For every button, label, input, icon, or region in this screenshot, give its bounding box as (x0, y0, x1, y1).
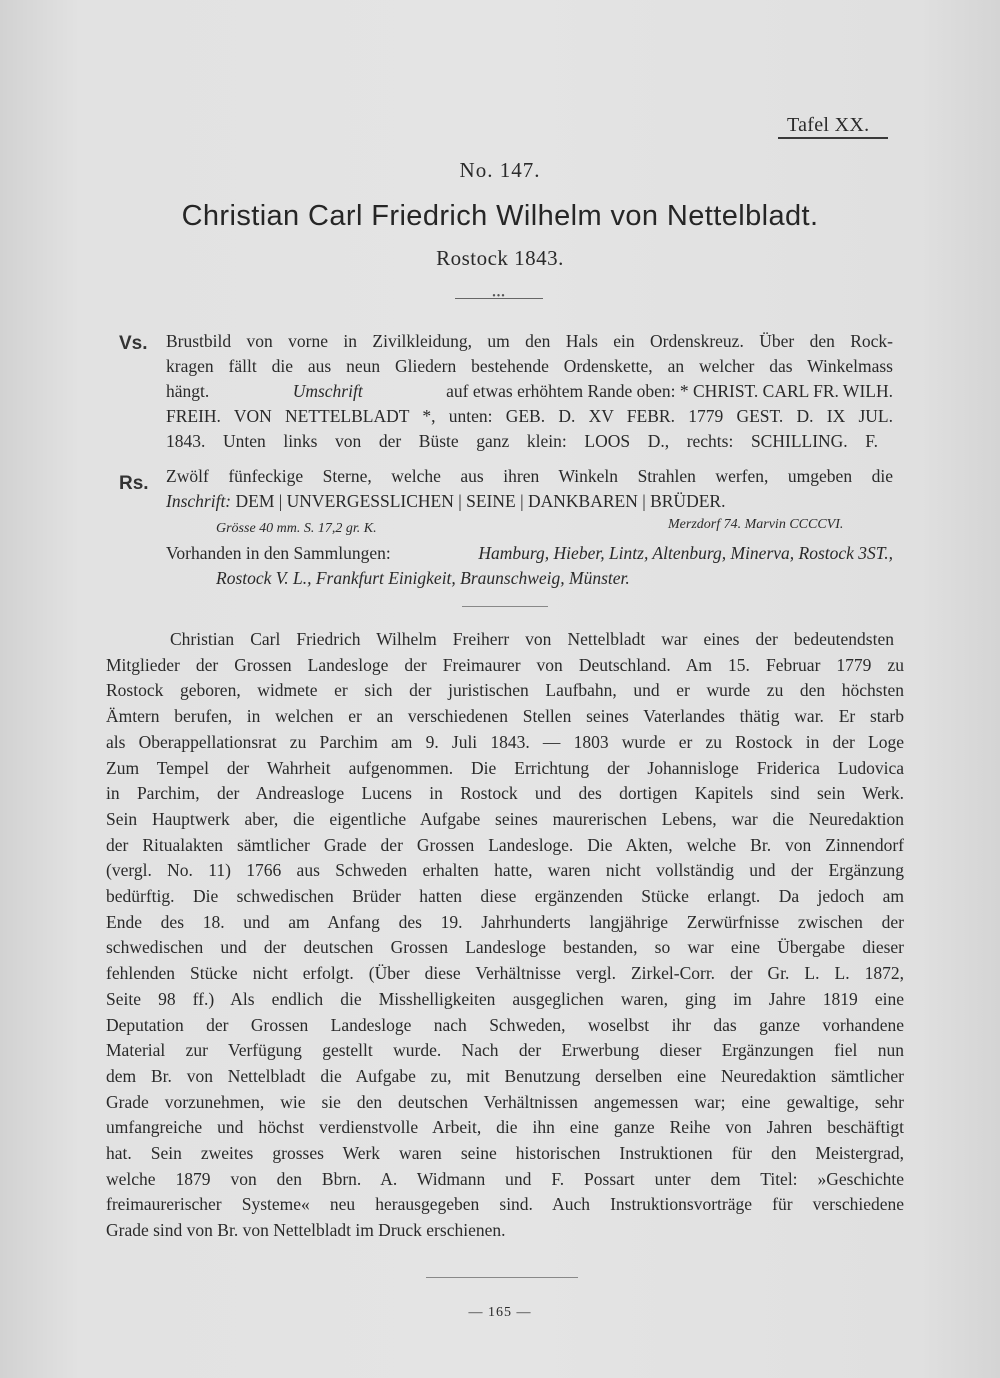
body-line: Ende des 18. und am Anfang des 19. Jahrhunderts langjährige Zerwürfnisse zwischen der (106, 911, 904, 932)
obverse-text: auf etwas erhöhtem Rande oben: * CHRIST. CARL FR. WILH. (446, 381, 893, 401)
body-line: (vergl. No. 11) 1766 aus Schweden erhalten hatte, waren nicht vollständig und der Ergänzung (106, 860, 904, 881)
reverse-text: DEM | UNVERGESSLICHEN | SEINE | DANKBAREN | BRÜDER. (235, 491, 726, 511)
body-line: bedürftig. Die schwedischen Brüder hatten diese ergänzenden Stücke erlangt. Da jedoch am (106, 886, 904, 906)
literature-refs: Merzdorf 74. Marvin CCCCVI. (668, 517, 844, 532)
collections-line (166, 541, 893, 565)
plate-underline (778, 137, 888, 139)
body-line: der Ritualakten sämtlicher Grade der Grossen Landesloge. Die Akten, welche Br. von Zinnendorf (106, 834, 904, 855)
reverse-label: Rs. (119, 473, 149, 494)
body-line: dem Br. von Nettelbladt die Aufgabe zu, mit Benutzung derselben eine Neuredaktion sämtlicher (106, 1065, 904, 1086)
reverse-line (166, 489, 725, 513)
coin-size-weight: Grösse 40 mm. S. 17,2 gr. K. (216, 521, 377, 536)
page-title: Christian Carl Friedrich Wilhelm von Nettelbladt. (181, 200, 819, 232)
obverse-line: kragen fällt die aus neun Gliedern bestehende Ordenskette, an welcher das Winkelmass (166, 356, 893, 376)
section-divider (462, 606, 548, 607)
body-line: Grade sind von Br. von Nettelbladt im Druck erschienen. (106, 1220, 506, 1241)
obverse-label: Vs. (119, 333, 148, 354)
body-line: Rostock geboren, widmete er sich der juristischen Laufbahn, und er wurde zu den höchsten (106, 680, 904, 701)
collections-label: Vorhanden in den Sammlungen: (166, 543, 391, 563)
obverse-line: Brustbild von vorne in Zivilkleidung, um den Hals ein Ordenskreuz. Über den Rock- (166, 331, 893, 351)
obverse-line: 1843. Unten links von der Büste ganz klein: LOOS D., rechts: SCHILLING. F. (166, 431, 878, 451)
obverse-line: FREIH. VON NETTELBLADT *, unten: GEB. D. XV FEBR. 1779 GEST. D. IX JUL. (166, 406, 893, 426)
body-line: Zum Tempel der Wahrheit aufgenommen. Die Errichtung der Johannisloge Friderica Ludovica (106, 757, 904, 778)
body-line: Christian Carl Friedrich Wilhelm Freiherr von Nettelbladt war eines der bedeutendsten (170, 629, 894, 649)
ornament-dots: ••• (492, 291, 506, 302)
obverse-line (166, 379, 893, 403)
body-line: Ämtern berufen, in welchen er an verschiedenen Stellen seines Vaterlandes thätig war. Er starb (106, 706, 904, 727)
collections-list: Rostock V. L., Frankfurt Einigkeit, Braunschweig, Münster. (216, 568, 630, 588)
body-line: schwedischen und der deutschen Grossen Landesloge bestanden, so war eine Übergabe dieser (106, 937, 904, 958)
plate-label: Tafel XX. (787, 114, 870, 136)
body-line: umfangreiche und höchst verdienstvolle Arbeit, die ihn eine ganze Reihe von Jahren beschäftigt (106, 1117, 904, 1138)
body-line: fehlenden Stücke nicht erfolgt. (Über diese Verhältnisse vergl. Zirkel-Corr. der Gr. L. L. 1872, (106, 963, 904, 984)
reverse-line: Zwölf fünfeckige Sterne, welche aus ihren Winkeln Strahlen werfen, umgeben die (166, 466, 893, 486)
place-date: Rostock 1843. (436, 246, 564, 270)
catalog-number: No. 147. (459, 158, 541, 182)
bottom-divider (426, 1277, 578, 1278)
obverse-term-umschrift: Umschrift (292, 381, 363, 401)
reverse-term-inschrift: Inschrift: (166, 491, 232, 511)
body-line: Seite 98 ff.) Als endlich die Misshelligkeiten ausgeglichen waren, ging im Jahre 1819 eine (106, 988, 904, 1009)
page-number: — 165 — (468, 1305, 532, 1320)
body-line: freimaurerischer Systeme« neu herausgegeben sind. Auch Instruktionsvorträge für verschiedene (106, 1194, 904, 1215)
body-line: Deputation der Grossen Landesloge nach Schweden, woselbst ihr das ganze vorhandene (106, 1014, 904, 1035)
collections-list: Hamburg, Hieber, Lintz, Altenburg, Minerva, Rostock 3ST., (478, 543, 893, 563)
body-line: als Oberappellationsrat zu Parchim am 9. Juli 1843. — 1803 wurde er zu Rostock in der Loge (106, 731, 904, 752)
body-line: Grade vorzunehmen, wie sie den deutschen Verhältnissen angemessen war; eine gewaltige, sehr (106, 1091, 904, 1112)
body-line: Material zur Verfügung gestellt wurde. Nach der Erwerbung dieser Ergänzungen fiel nun (106, 1040, 904, 1061)
body-line: in Parchim, der Andreasloge Lucens in Rostock und des dortigen Kapitels sind sein Werk. (106, 783, 904, 804)
body-line: Mitglieder der Grossen Landesloge der Freimaurer von Deutschland. Am 15. Februar 1779 zu (106, 654, 904, 675)
obverse-text: hängt. (166, 381, 210, 401)
body-line: welche 1879 von den Bbrn. A. Widmann und F. Possart unter dem Titel: »Geschichte (106, 1168, 904, 1189)
body-line: hat. Sein zweites grosses Werk waren seine historischen Instruktionen für den Meistergrad, (106, 1143, 904, 1163)
body-line: Sein Hauptwerk aber, die eigentliche Aufgabe seines maurerischen Lebens, war die Neuredaktion (106, 808, 904, 829)
